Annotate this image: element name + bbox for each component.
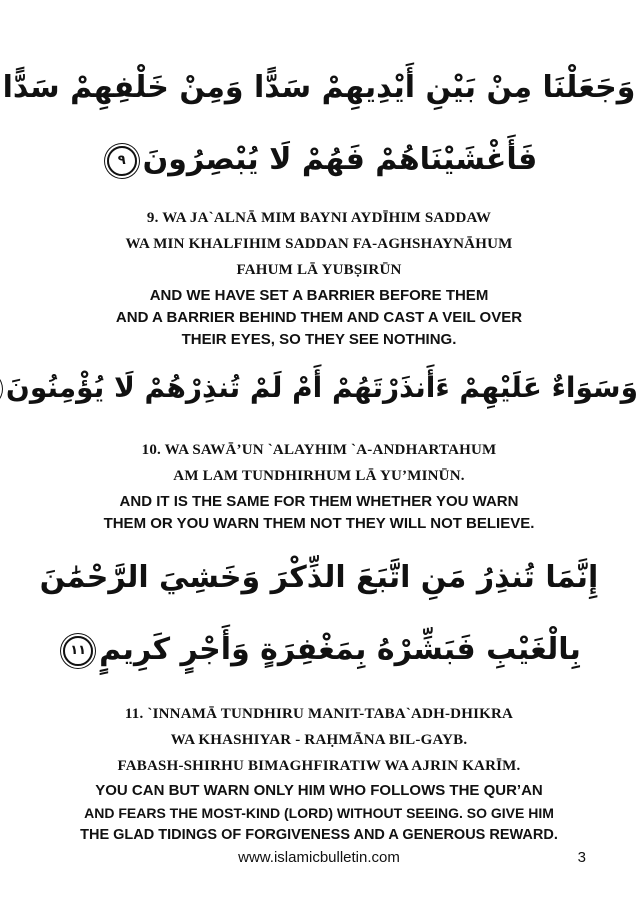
verse-11-transliteration-line-2: WA KHASHIYAR - RAḤMĀNA BIL-GAYB. <box>170 732 468 748</box>
verse-11-translation-line-1: YOU CAN BUT WARN ONLY HIM WHO FOLLOWS THE QUR’AN <box>95 782 543 799</box>
verse-11-transliteration-line-3: FABASH-SHIRHU BIMAGHFIRATIW WA AJRIN KARĪM. <box>117 758 521 774</box>
verse-11-arabic-line-1 <box>0 558 638 598</box>
page-number: 3 <box>577 849 586 866</box>
verse-10-arabic-line-1 <box>0 368 638 408</box>
verse-9-translation-line-2: AND A BARRIER BEHIND THEM AND CAST A VEIL OVER <box>115 309 523 326</box>
arabic-text: وَجَعَلْنَا مِنْ بَيْنِ أَيْدِيهِمْ سَدًّا وَمِنْ خَلْفِهِمْ سَدًّا <box>2 70 636 105</box>
verse-11-transliteration-line-1: 11. `INNAMĀ TUNDHIRU MANIT-TABA`ADH-DHIKRA <box>124 706 514 722</box>
verse-10-transliteration-line-2: AM LAM TUNDHIRHUM LĀ YU’MINŪN. <box>173 468 465 484</box>
verse-10-translation-line-2: THEM OR YOU WARN THEM NOT THEY WILL NOT BELIEVE. <box>103 515 535 532</box>
ayah-marker-icon: ٩ <box>107 146 137 176</box>
verse-10-translation-line-1: AND IT IS THE SAME FOR THEM WHETHER YOU WARN <box>119 493 519 510</box>
verse-9-arabic-line-2 <box>0 140 638 180</box>
verse-9-translation-line-3: THEIR EYES, SO THEY SEE NOTHING. <box>181 331 457 348</box>
verse-9-translation-line-1: AND WE HAVE SET A BARRIER BEFORE THEM <box>149 287 489 304</box>
verse-11-translation-line-3: THE GLAD TIDINGS OF FORGIVENESS AND A GENEROUS REWARD. <box>80 827 558 843</box>
arabic-text: إِنَّمَا تُنذِرُ مَنِ اتَّبَعَ الذِّكْرَ وَخَشِيَ الرَّحْمَٰنَ <box>39 560 599 595</box>
arabic-text: وَسَوَاءٌ عَلَيْهِمْ ءَأَنذَرْتَهُمْ أَمْ لَمْ تُنذِرْهُمْ لَا يُؤْمِنُونَ <box>5 371 638 404</box>
verse-11-arabic-line-2 <box>0 630 638 670</box>
footer-url: www.islamicbulletin.com <box>238 849 400 866</box>
verse-9-arabic-line-1 <box>0 68 638 108</box>
verse-10-transliteration-line-1: 10. WA SAWĀ’UN `ALAYHIM `A-ANDHARTAHUM <box>141 442 497 458</box>
verse-9-transliteration-line-2: WA MIN KHALFIHIM SADDAN FA-AGHSHAYNĀHUM <box>125 236 513 252</box>
arabic-text: بِالْغَيْبِ فَبَشِّرْهُ بِمَغْفِرَةٍ وَأَجْرٍ كَرِيمٍ <box>99 632 581 667</box>
verse-9-transliteration-line-3: FAHUM LĀ YUBṢIRŪN <box>236 262 402 278</box>
verse-11-translation-line-2: AND FEARS THE MOST-KIND (LORD) WITHOUT SEEING. SO GIVE HIM <box>84 805 554 821</box>
ayah-marker-icon: ١١ <box>63 636 93 666</box>
arabic-text: فَأَغْشَيْنَاهُمْ فَهُمْ لَا يُبْصِرُونَ <box>142 142 538 177</box>
verse-9-transliteration-line-1: 9. WA JA`ALNĀ MIM BAYNI AYDĪHIM SADDAW <box>146 210 492 226</box>
